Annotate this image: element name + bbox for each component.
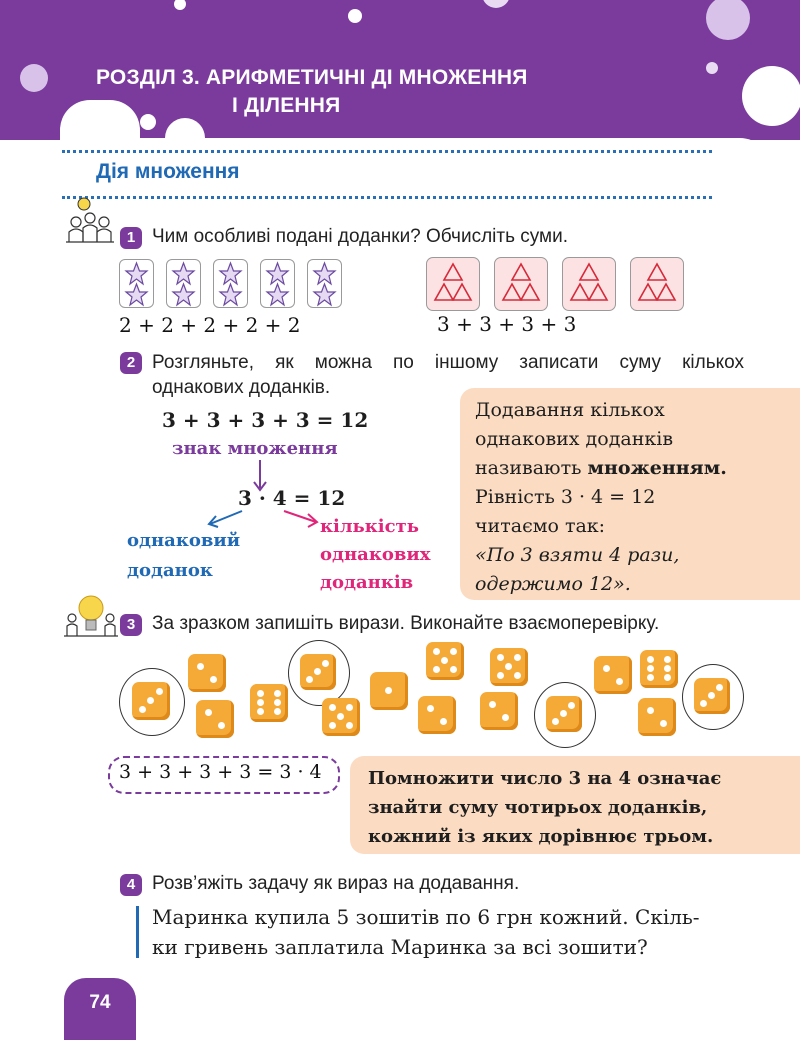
triangle-card [426,257,480,311]
die-2 [638,698,676,736]
chapter-title-line2: І ДІЛЕННЯ [232,94,341,117]
arrow-right-icon [282,508,322,530]
triangle-icon [427,258,479,310]
star-icon [214,260,247,307]
die-2 [188,654,226,692]
star-cards [119,259,359,309]
triangle-icon [495,258,547,310]
product-equation: 3 · 4 = 12 [238,486,346,510]
task3-text: За зразком запишіть вирази. Виконайте взаємоперевірку. [152,613,660,634]
rule-line: кожний із яких дорівнює трьом. [368,826,714,847]
triangle-icon [563,258,615,310]
triangle-card [562,257,616,311]
task1-text: Чим особливі подані доданки? Обчисліть суми. [152,226,568,247]
rule-line: одержимо 12». [475,573,631,595]
star-card [307,259,342,308]
die-1 [370,672,408,710]
group-work-icon [64,196,116,248]
task-number-4: 4 [120,874,142,896]
right-label-line2: однакових [320,544,431,565]
rule-line [475,454,727,483]
sign-label: знак множення [172,438,338,459]
star-card [260,259,295,308]
rule-line: знайти суму чотирьох доданків, [368,797,708,818]
triangle-icon [631,258,683,310]
die-2 [480,692,518,730]
divider-bottom [62,196,712,199]
task-number-1: 1 [120,227,142,249]
die-6 [640,650,678,688]
problem-line2: ки гривень заплатила Маринка за всі зошити? [152,935,648,959]
left-label-line1: однаковий [127,530,241,551]
right-label-line3: доданків [320,572,414,593]
triangle-card [494,257,548,311]
divider-top [62,150,712,153]
die-3 [694,678,730,714]
rule-line: Додавання кількох [475,399,665,421]
task-number-2: 2 [120,352,142,374]
task2-text-line1: Розгляньте, як можна по іншому записати суму кількох [152,352,744,373]
task2-text-line2: однакових доданків. [152,377,331,398]
problem-bar [136,906,139,958]
rule-line: читаємо так: [475,515,606,537]
star-card [119,259,154,308]
die-5 [322,698,360,736]
triangle-cards [426,257,696,313]
die-5 [490,648,528,686]
star-icon [308,260,341,307]
stars-sum: 2 + 2 + 2 + 2 + 2 [119,313,301,337]
die-5 [426,642,464,680]
star-icon [167,260,200,307]
problem-text [152,902,700,962]
rule-text-meaning [368,764,721,851]
left-label [127,526,240,586]
die-2 [418,696,456,734]
die-2 [196,700,234,738]
die-3 [300,654,336,690]
die-3 [546,696,582,732]
dice-field [110,636,750,761]
die-6 [250,684,288,722]
chapter-title-line1: РОЗДІЛ 3. АРИФМЕТИЧНІ ДІ МНОЖЕННЯ [96,66,528,89]
problem-line1: Маринка купила 5 зошитів по 6 грн кожний. Скіль- [152,905,700,929]
chapter-title [96,64,656,120]
rule-term: множенням. [587,457,727,479]
die-3 [132,682,170,720]
rule-line: Рівність 3 · 4 = 12 [475,486,656,508]
rule-text-multiplication [475,396,727,599]
rule-line: однакових доданків [475,428,674,450]
left-label-line2: доданок [127,560,213,581]
die-2 [594,656,632,694]
right-label-line1: кількість [320,516,419,537]
star-card [166,259,201,308]
task-number-3: 3 [120,614,142,636]
right-label [320,513,430,597]
example-expression: 3 + 3 + 3 + 3 = 3 · 4 [119,761,322,783]
rule-line: «По 3 взяти 4 рази, [475,544,680,566]
triangles-sum: 3 + 3 + 3 + 3 [437,312,577,336]
star-icon [261,260,294,307]
section-title: Дія множення [96,160,240,183]
equation-sum: 3 + 3 + 3 + 3 = 12 [162,408,369,432]
lightbulb-icon [64,592,118,640]
triangle-card [630,257,684,311]
star-icon [120,260,153,307]
rule-line: Помножити число 3 на 4 означає [368,768,722,789]
star-card [213,259,248,308]
task4-text: Розв’яжіть задачу як вираз на додавання. [152,873,520,894]
rule-line-text: називають [475,457,588,479]
page-number: 74 [89,992,111,1013]
